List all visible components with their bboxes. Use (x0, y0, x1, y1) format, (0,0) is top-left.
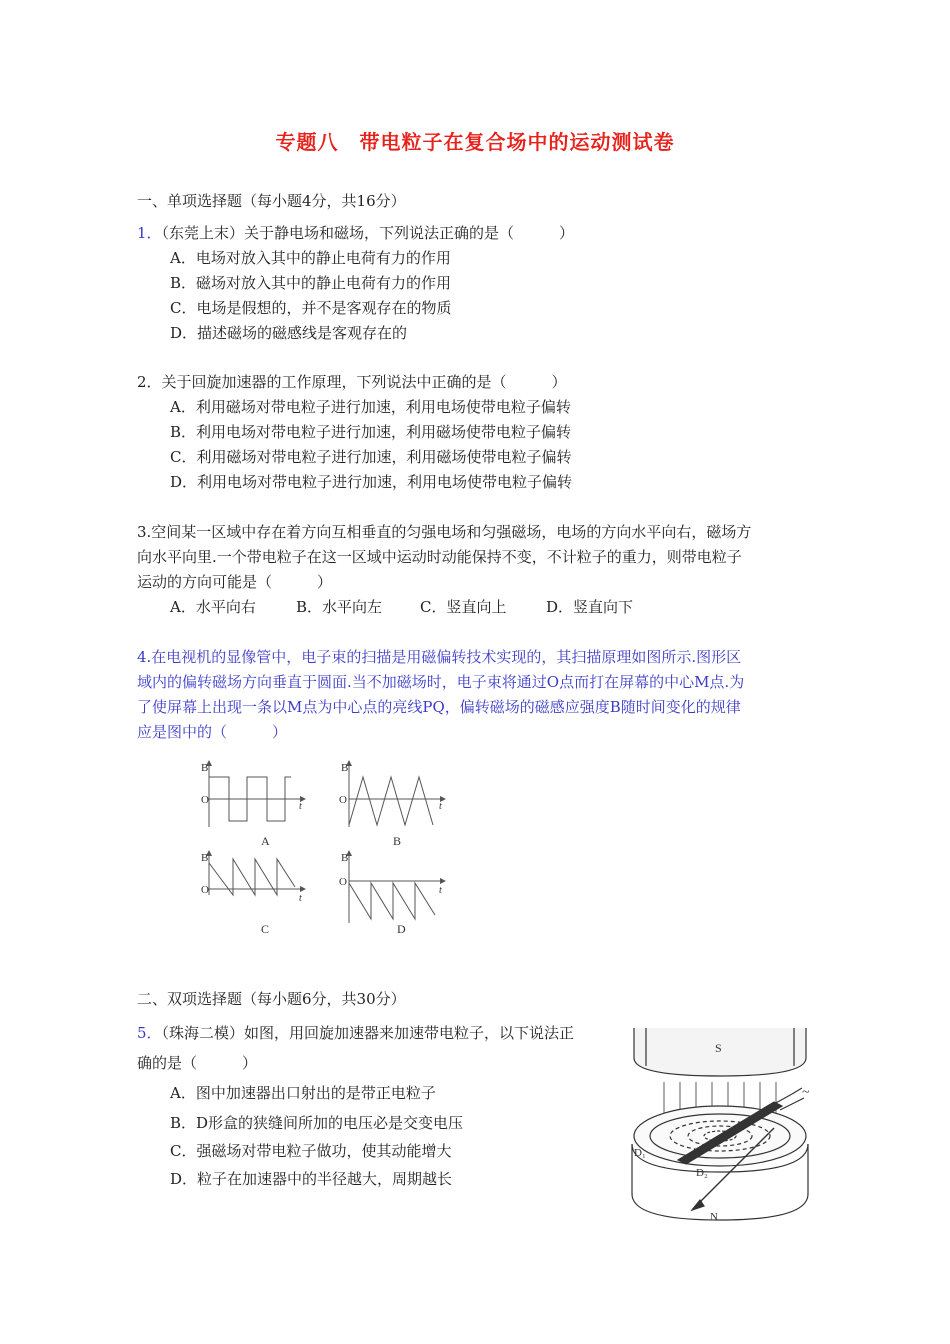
q2-option-b: B．利用电场对带电粒子进行加速，利用磁场使带电粒子偏转 (170, 423, 572, 441)
q1-option-b: B．磁场对放入其中的静止电荷有力的作用 (170, 274, 452, 292)
q1-option-c: C．电场是假想的，并不是客观存在的物质 (170, 299, 452, 317)
q5-option-b: B．D形盒的狭缝间所加的电压必是交变电压 (170, 1114, 464, 1132)
q4-graphs-figure (195, 755, 465, 945)
q1-option-a: A．电场对放入其中的静止电荷有力的作用 (170, 249, 451, 267)
q4-graph-a-label: A (261, 834, 270, 848)
q3-option-b: B．水平向左 (296, 598, 383, 616)
question-5-stem: （珠海二模）如图，用回旋加速器来加速带电粒子，以下说法正 (161, 1024, 575, 1042)
question-4-line-2: 域内的偏转磁场方向垂直于圆面.当不加磁场时，电子束将通过O点而打在屏幕的中心M点.为 (137, 673, 745, 691)
q5-option-d: D．粒子在加速器中的半径越大，周期越长 (170, 1170, 453, 1188)
q4-graph-d-label: D (397, 922, 406, 936)
q3-option-c: C．竖直向上 (420, 598, 507, 616)
cyclotron-d1-label: D₁ (634, 1147, 646, 1159)
cyclotron-n-label: N (710, 1211, 718, 1223)
question-3-line-1: 3.空间某一区域中存在着方向互相垂直的匀强电场和匀强磁场，电场的方向水平向右，磁场方 (137, 523, 752, 541)
question-4-line-1: 4.在电视机的显像管中，电子束的扫描是用磁偏转技术实现的，其扫描原理如图所示.图形区 (137, 648, 742, 666)
question-5-line-2: 确的是（ ） (137, 1054, 258, 1072)
q2-option-d: D．利用电场对带电粒子进行加速，利用电场使带电粒子偏转 (170, 473, 573, 491)
q5-option-a: A．图中加速器出口射出的是带正电粒子 (170, 1084, 436, 1102)
question-4-line-4: 应是图中的（ ） (137, 723, 288, 741)
question-1 (137, 222, 574, 243)
q4-graph-c-label: C (261, 922, 270, 936)
q3-option-a: A．水平向右 (170, 598, 256, 616)
q4-graph-b-y-label: B (341, 762, 349, 774)
question-5-number: 5． (137, 1024, 162, 1042)
q4-graph-c-y-label: B (201, 852, 209, 864)
question-3-line-3: 运动的方向可能是（ ） (137, 573, 333, 591)
q4-graph-d-x-label: t (439, 885, 442, 896)
q4-graph-d (349, 851, 445, 923)
q2-option-c: C．利用磁场对带电粒子进行加速，利用磁场使带电粒子偏转 (170, 448, 572, 466)
section1-heading: 一、单项选择题（每小题4分，共16分） (137, 192, 406, 210)
q4-graph-c (209, 851, 305, 895)
section2-heading: 二、双项选择题（每小题6分，共30分） (137, 990, 406, 1008)
q4-graph-d-y-label: B (341, 852, 349, 864)
q1-option-d: D．描述磁场的磁感线是客观存在的 (170, 324, 408, 342)
question-1-number: 1． (137, 224, 162, 242)
q4-graph-b-x-label: t (439, 801, 442, 812)
q4-graph-d-origin: O (339, 876, 347, 888)
q5-option-c: C．强磁场对带电粒子做功，使其动能增大 (170, 1142, 452, 1160)
q4-graph-a-y-label: B (201, 762, 209, 774)
q3-option-d: D．竖直向下 (546, 598, 634, 616)
q4-graph-c-origin: O (201, 884, 209, 896)
page-title: 专题八 带电粒子在复合场中的运动测试卷 (275, 130, 675, 154)
q4-graph-b-label: B (393, 834, 402, 848)
q4-graph-b (349, 761, 445, 827)
q2-option-a: A．利用磁场对带电粒子进行加速，利用电场使带电粒子偏转 (170, 398, 571, 416)
q4-graph-b-origin: O (339, 794, 347, 806)
q4-graph-a-origin: O (201, 794, 209, 806)
ac-source-symbol: ~ (802, 1085, 810, 1100)
q4-graph-a-x-label: t (299, 801, 302, 812)
question-3-line-2: 向水平向里.一个带电粒子在这一区域中运动时动能保持不变，不计粒子的重力，则带电粒子 (137, 548, 742, 566)
question-2-stem: 2．关于回旋加速器的工作原理，下列说法中正确的是（ ） (137, 373, 567, 391)
question-5-line-1 (137, 1022, 574, 1043)
q4-graph-c-x-label: t (299, 893, 302, 904)
cyclotron-figure (624, 1024, 820, 1224)
question-4-line-3: 了使屏幕上出现一条以M点为中心点的亮线PQ，偏转磁场的磁感应强度B随时间变化的规律 (137, 698, 741, 716)
q4-graph-a (209, 761, 305, 827)
question-1-stem: （东莞上末）关于静电场和磁场，下列说法正确的是（ ） (161, 224, 575, 242)
cyclotron-d2-label: D₂ (696, 1167, 708, 1179)
cyclotron-s-label: S (715, 1041, 722, 1055)
